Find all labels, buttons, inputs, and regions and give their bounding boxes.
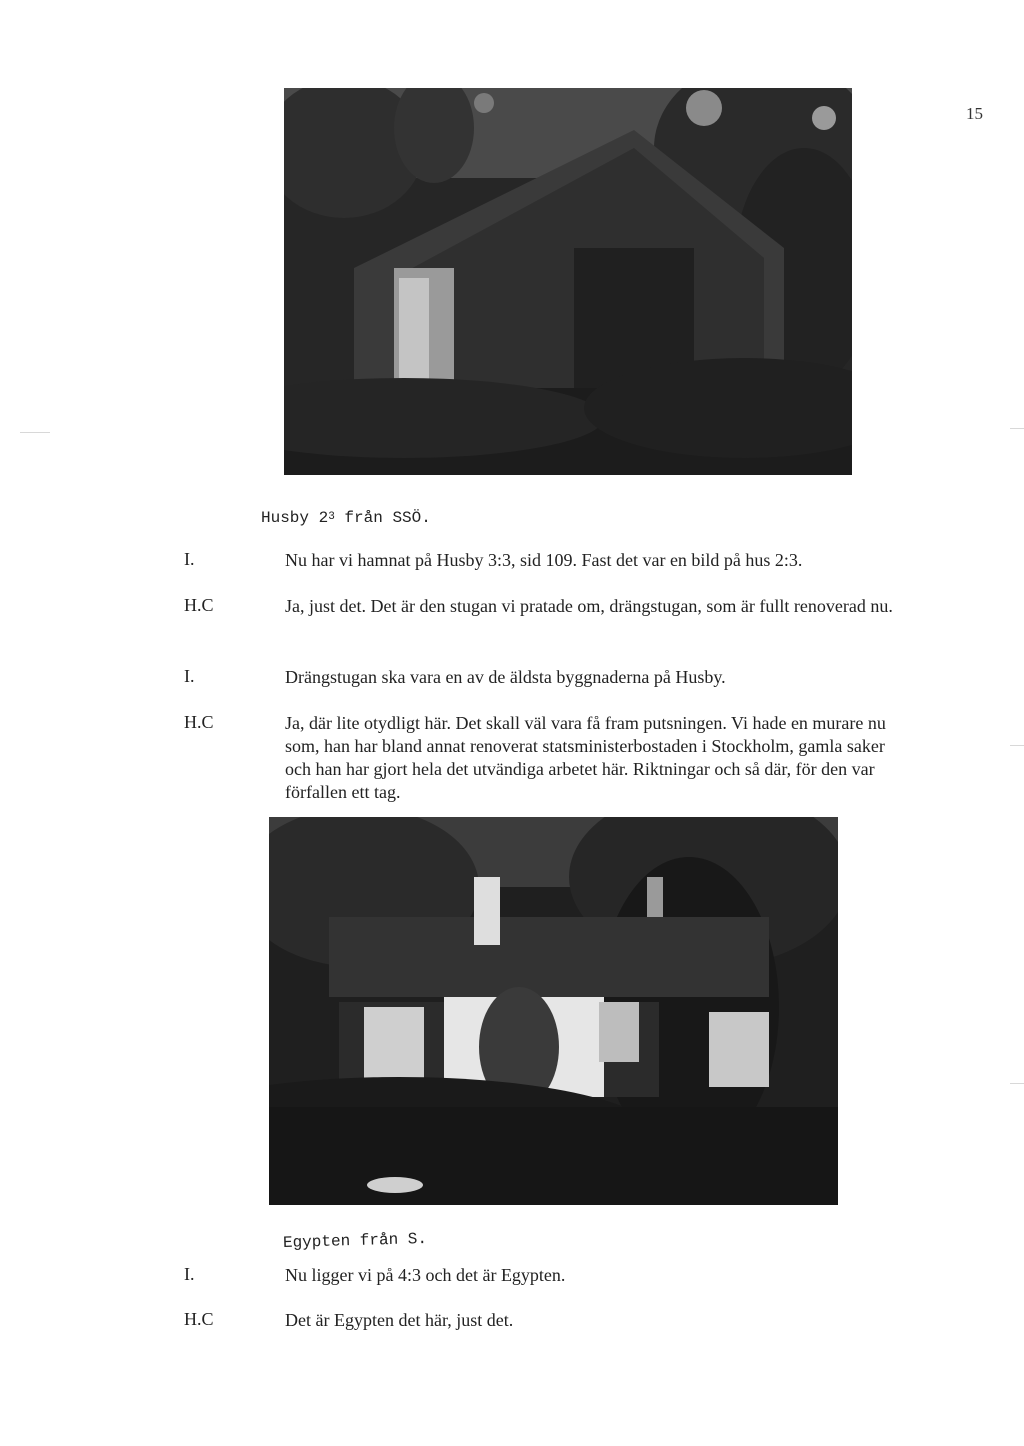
utterance-text: Nu ligger vi på 4:3 och det är Egypten. — [285, 1265, 566, 1285]
speaker-label: H.C — [184, 712, 214, 732]
scan-edge-mark — [1010, 745, 1024, 746]
figure-caption-husby — [261, 509, 431, 527]
photo-husby-cottage — [284, 88, 852, 475]
photo-egypten-house — [269, 817, 838, 1205]
speaker-label: H.C — [184, 595, 214, 615]
utterance-text: Ja, där lite otydligt här. Det skall väl vara få fram putsningen. Vi hade en murare nu som, han har bland annat renoverat statsministerbostaden i Stockholm, gamla saker och han har gjort hela det utvändiga arbetet här. Riktningar och så där, för den var förfallen ett tag. — [285, 713, 886, 802]
scan-edge-mark — [20, 432, 50, 433]
photo-husby-cottage-image — [284, 88, 852, 475]
utterance-text: Ja, just det. Det är den stugan vi pratade om, drängstugan, som är fullt renoverad nu. — [285, 596, 893, 616]
utterance-text: Det är Egypten det här, just det. — [285, 1310, 514, 1330]
caption-superscript: 3 — [328, 511, 335, 523]
scan-edge-mark — [1010, 1083, 1024, 1084]
utterance-text: Nu har vi hamnat på Husby 3:3, sid 109. Fast det var en bild på hus 2:3. — [285, 550, 803, 570]
speaker-label: I. — [184, 549, 195, 569]
scan-edge-mark — [1010, 428, 1024, 429]
speaker-label: I. — [184, 666, 195, 686]
caption-suffix: från SSÖ. — [334, 509, 431, 527]
page-number: 15 — [966, 104, 983, 123]
speaker-label: H.C — [184, 1309, 214, 1329]
photo-egypten-house-image — [269, 817, 838, 1205]
figure-caption-egypten: Egypten från S. — [282, 1229, 428, 1252]
speaker-label: I. — [184, 1264, 195, 1284]
caption-title: Husby 2 — [261, 509, 329, 527]
utterance-text: Drängstugan ska vara en av de äldsta byggnaderna på Husby. — [285, 667, 726, 687]
